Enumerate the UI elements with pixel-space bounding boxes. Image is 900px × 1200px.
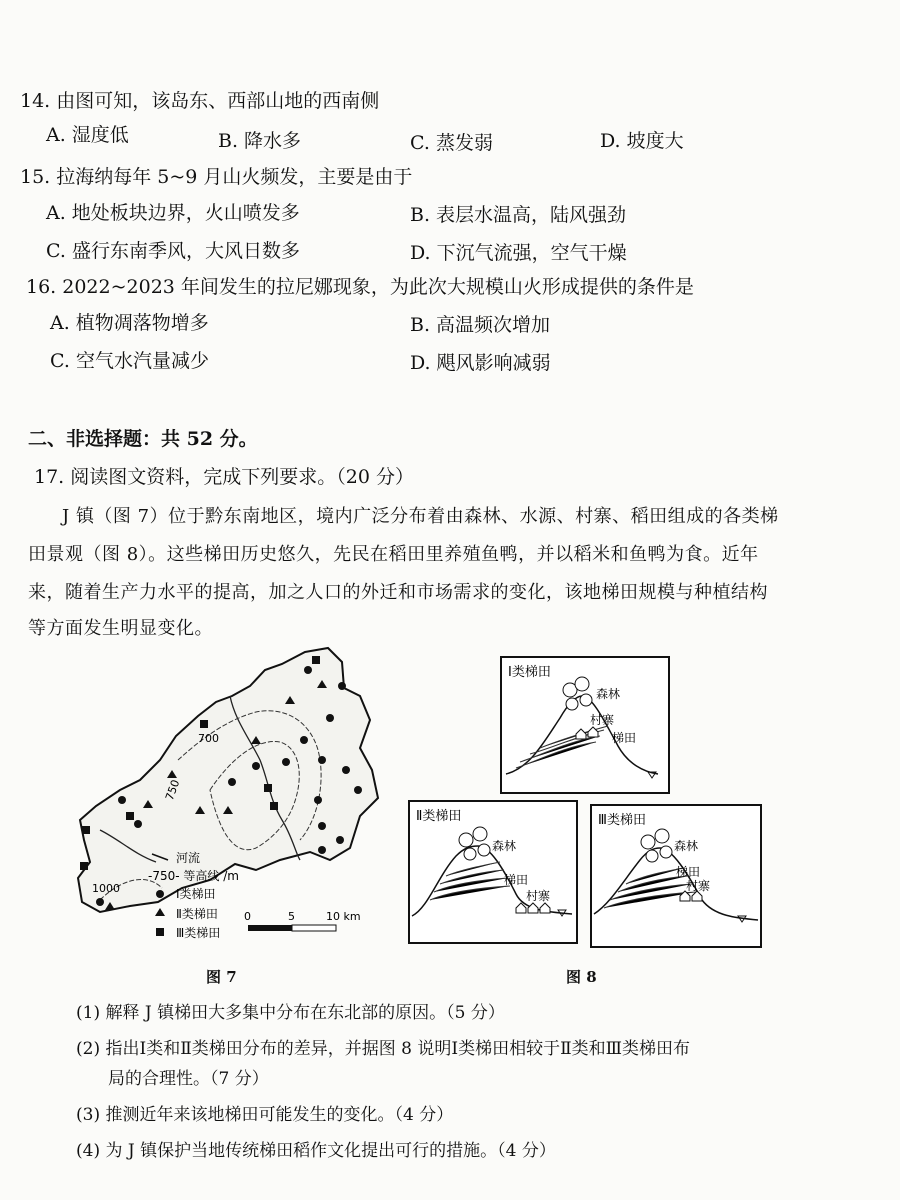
question-16-stem: 16. 2022~2023 年间发生的拉尼娜现象，为此次大规模山火形成提供的条件是: [26, 276, 694, 298]
svg-text:10 km: 10 km: [326, 910, 361, 923]
panel1-forest-label: 森林: [596, 687, 621, 701]
q17-sub-3: (3) 推测近年来该地梯田可能发生的变化。（4 分）: [76, 1105, 454, 1125]
panel2-village-label: 村寨: [526, 889, 551, 903]
q15-option-c: C. 盛行东南季风，大风日数多: [46, 240, 300, 262]
q16-option-a: A. 植物凋落物增多: [50, 312, 209, 334]
scale-bar: [244, 910, 361, 931]
legend-type2: Ⅱ类梯田: [176, 907, 218, 921]
q17-paragraph-line-4: 等方面发生明显变化。: [28, 618, 213, 639]
panel1-terrace-label: 梯田: [612, 731, 637, 745]
legend-type1-symbol: [156, 890, 164, 898]
q16-option-c: C. 空气水汽量减少: [50, 350, 209, 372]
q14-option-c: C. 蒸发弱: [410, 132, 493, 154]
question-17-stem: 17. 阅读图文资料，完成下列要求。（20 分）: [34, 466, 414, 488]
question-15-stem: 15. 拉海纳每年 5~9 月山火频发，主要是由于: [20, 166, 413, 188]
legend-river: 河流: [176, 851, 201, 865]
panel1-village-label: 村寨: [590, 713, 615, 727]
panel3-forest-label: 森林: [674, 839, 699, 853]
figure-7-caption: 图 7: [206, 968, 237, 986]
legend-type3-symbol: [156, 928, 164, 936]
q14-option-b: B. 降水多: [218, 130, 302, 152]
q14-option-a: A. 湿度低: [46, 124, 129, 146]
panel2-forest-label: 森林: [492, 839, 517, 853]
q15-option-a: A. 地处板块边界，火山喷发多: [46, 202, 300, 224]
contour-label-1000: 1000: [92, 882, 120, 895]
figure-8-panel-3: [590, 804, 762, 948]
legend-type2-symbol: [155, 908, 165, 916]
q17-paragraph-line-3: 来，随着生产力水平的提高，加之人口的外迁和市场需求的变化，该地梯田规模与种植结构: [28, 582, 768, 603]
panel2-village-icon: [516, 903, 550, 913]
q17-sub-2-cont: 局的合理性。（7 分）: [108, 1069, 269, 1089]
panel2-terrace-label: 梯田: [504, 873, 529, 887]
figure-8-panel-1: [500, 656, 670, 794]
q17-paragraph-line-2: 田景观（图 8）。这些梯田历史悠久，先民在稻田里养殖鱼鸭，并以稻米和鱼鸭为食。近年: [28, 544, 759, 565]
q16-option-b: B. 高温频次增加: [410, 314, 551, 336]
q17-paragraph-line-1: J 镇（图 7）位于黔东南地区，境内广泛分布着由森林、水源、村寨、稻田组成的各类梯: [62, 506, 779, 527]
figure-7-map: [60, 640, 390, 950]
panel1-title: Ⅰ类梯田: [508, 665, 551, 680]
contour-label-700: 700: [198, 732, 219, 745]
q17-sub-4: (4) 为 J 镇保护当地传统梯田稻作文化提出可行的措施。（4 分）: [76, 1141, 556, 1161]
q17-sub-1: (1) 解释 J 镇梯田大多集中分布在东北部的原因。（5 分）: [76, 1003, 505, 1023]
panel3-terrace-label: 梯田: [676, 865, 701, 879]
q15-option-b: B. 表层水温高，陆风强劲: [410, 204, 627, 226]
question-14-stem: 14. 由图可知，该岛东、西部山地的西南侧: [20, 90, 380, 112]
svg-text:0: 0: [244, 910, 251, 923]
contour-label-750: 750: [162, 777, 183, 803]
q16-option-d: D. 飓风影响减弱: [410, 352, 551, 374]
legend-type3: Ⅲ类梯田: [176, 926, 221, 940]
panel3-title: Ⅲ类梯田: [598, 813, 646, 828]
svg-text:5: 5: [288, 910, 295, 923]
panel2-title: Ⅱ类梯田: [416, 809, 462, 824]
q14-option-d: D. 坡度大: [600, 130, 684, 152]
section-title: 二、非选择题：共 52 分。: [28, 428, 258, 450]
q17-sub-2: (2) 指出Ⅰ类和Ⅱ类梯田分布的差异，并据图 8 说明Ⅰ类梯田相较于Ⅱ类和Ⅲ类梯田布: [76, 1039, 691, 1059]
q15-option-d: D. 下沉气流强，空气干燥: [410, 242, 627, 264]
legend-contour: -750- 等高线 /m: [148, 869, 239, 883]
figure-8-panel-2: [408, 800, 578, 944]
legend-type1: Ⅰ类梯田: [176, 887, 216, 901]
figure-8-caption: 图 8: [566, 968, 597, 986]
panel3-village-label: 村寨: [686, 879, 711, 893]
